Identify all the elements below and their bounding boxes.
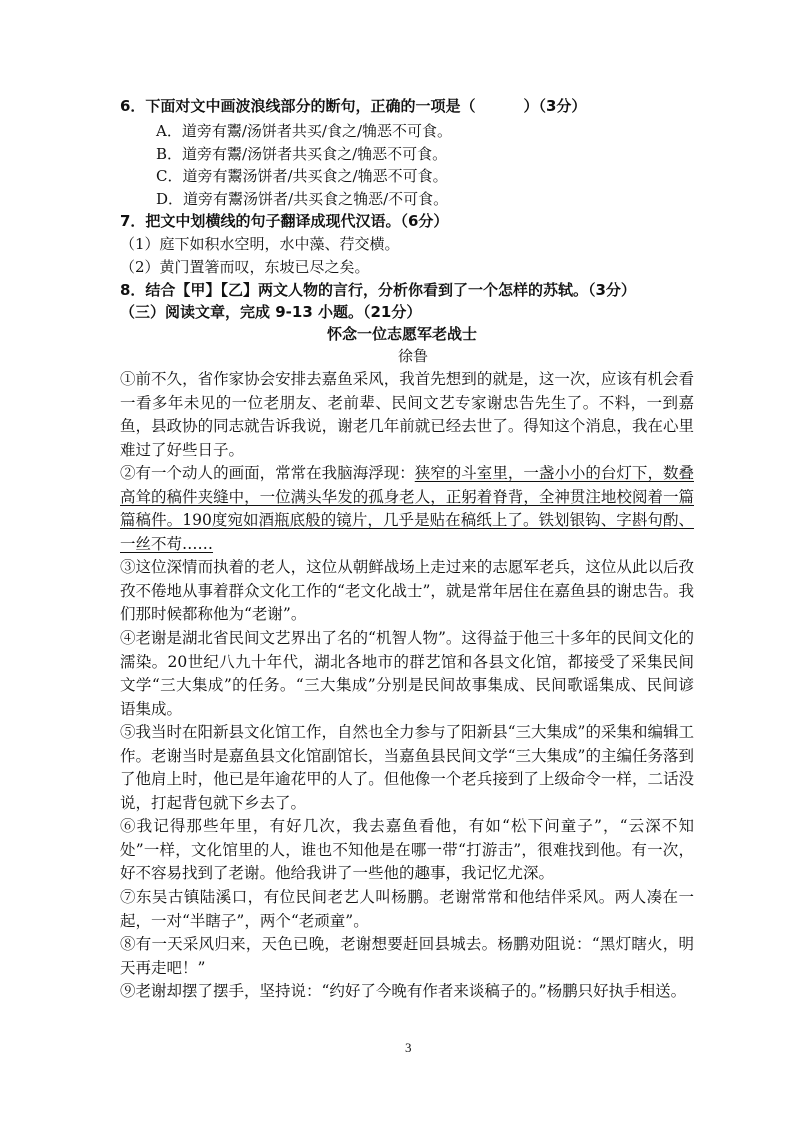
- article-author: 徐鲁: [398, 347, 429, 365]
- question-6-stem: [120, 95, 586, 116]
- paragraph-5-text: ⑤我当时在阳新县文化馆工作，自然也全力参与了阳新县“三大集成”的采集和编辑工作。老谢当时是嘉鱼县文化馆副馆长，当嘉鱼县民间文学“三大集成”的主编任务落到了他肩上时，他已是年逾花甲的人了。但他像一个老兵接到了上级命令一样，二话没说，打起背包就下乡去了。: [120, 723, 694, 812]
- question-6-option-a: A．道旁有鬻/汤饼者共买/食之/觕恶不可食。: [156, 122, 452, 140]
- question-6-stem-a: 6．下面对文中画波浪线部分的断句，正确的一项是（: [120, 97, 476, 115]
- question-6-option-b: B．道旁有鬻/汤饼者共买食之/觕恶不可食。: [156, 145, 448, 163]
- question-6-option-d: D．道旁有鬻汤饼者/共买食之觕恶/不可食。: [156, 190, 449, 208]
- question-6-option-c: C．道旁有鬻汤饼者/共买食之/觕恶不可食。: [156, 167, 448, 185]
- paragraph-6: [120, 815, 694, 886]
- question-7-item-2: （2）黄门置箸而叹，东坡已尽之矣。: [120, 258, 370, 276]
- paragraph-3: [120, 556, 694, 627]
- paragraph-5: [120, 721, 694, 815]
- question-7-item-1: （1）庭下如积水空明，水中藻、荇交横。: [120, 235, 400, 253]
- paragraph-6-text: ⑥我记得那些年里，有好几次，我去嘉鱼看他，有如“松下问童子”，“云深不知处”一样，文化馆里的人，谁也不知他是在哪一带“打游击”，很难找到他。有一次，好不容易找到了老谢。他给我讲了一些他的趣事，我记忆尤深。: [120, 817, 694, 882]
- question-7-stem: 7．把文中划横线的句子翻译成现代汉语。（6分）: [120, 212, 449, 230]
- paragraph-2: [120, 462, 694, 556]
- paragraph-7: [120, 886, 694, 933]
- article-title: 怀念一位志愿军老战士: [327, 325, 478, 343]
- paragraph-1: [120, 368, 694, 462]
- page-number: 3: [405, 1040, 412, 1055]
- paragraph-2-underlined-passage: 狭窄的斗室里，一盏小小的台灯下，数叠高耸的稿件夹缝中，一位满头华发的孤身老人，正躬着脊背，全神贯注地校阅着一篇篇稿件。190度宛如酒瓶底般的镜片，几乎是贴在稿纸上了。铁划银钩、字斟句酌、一丝不苟……: [120, 464, 694, 553]
- paragraph-4-text: ④老谢是湖北省民间文艺界出了名的“机智人物”。这得益于他三十多年的民间文化的濡染。20世纪八九十年代，湖北各地市的群艺馆和各县文化馆，都接受了采集民间文学“三大集成”的任务。“三大集成”分别是民间故事集成、民间歌谣集成、民间谚语集成。: [120, 629, 694, 718]
- paragraph-3-text: ③这位深情而执着的老人，这位从朝鲜战场上走过来的志愿军老兵，这位从此以后孜孜不倦地从事着群众文化工作的“老文化战士”，就是常年居住在嘉鱼县的谢忠告。我们那时候都称他为“老谢”。: [120, 558, 694, 623]
- paragraph-8: [120, 933, 694, 980]
- paragraph-7-text: ⑦东吴古镇陆溪口，有位民间老艺人叫杨鹏。老谢常常和他结伴采风。两人凑在一起，一对“半瞎子”，两个“老顽童”。: [120, 888, 694, 930]
- paragraph-9-text: ⑨老谢却摆了摆手，坚持说：“约好了今晚有作者来谈稿子的。”杨鹏只好执手相送。: [120, 982, 687, 1000]
- paragraph-9: [120, 980, 694, 1004]
- paragraph-8-text: ⑧有一天采风归来，天色已晚，老谢想要赶回县城去。杨鹏劝阻说：“黑灯瞎火，明天再走吧！”: [120, 935, 694, 977]
- paragraph-1-text: ①前不久，省作家协会安排去嘉鱼采风，我首先想到的就是，这一次，应该有机会看一看多年未见的一位老朋友、老前辈、民间文艺专家谢忠告先生了。不料，一到嘉鱼，县政协的同志就告诉我说，谢老几年前就已经去世了。得知这个消息，我在心里难过了好些日子。: [120, 370, 694, 459]
- section-3-heading: （三）阅读文章，完成 9-13 小题。（21分）: [120, 303, 422, 321]
- question-8-stem: 8．结合【甲】【乙】两文人物的言行，分析你看到了一个怎样的苏轼。（3分）: [120, 281, 636, 299]
- paragraph-2-text-a: ②有一个动人的画面，常常在我脑海浮现：: [120, 464, 415, 482]
- paragraph-4: [120, 627, 694, 721]
- question-6-stem-b: ）（3分）: [523, 97, 587, 115]
